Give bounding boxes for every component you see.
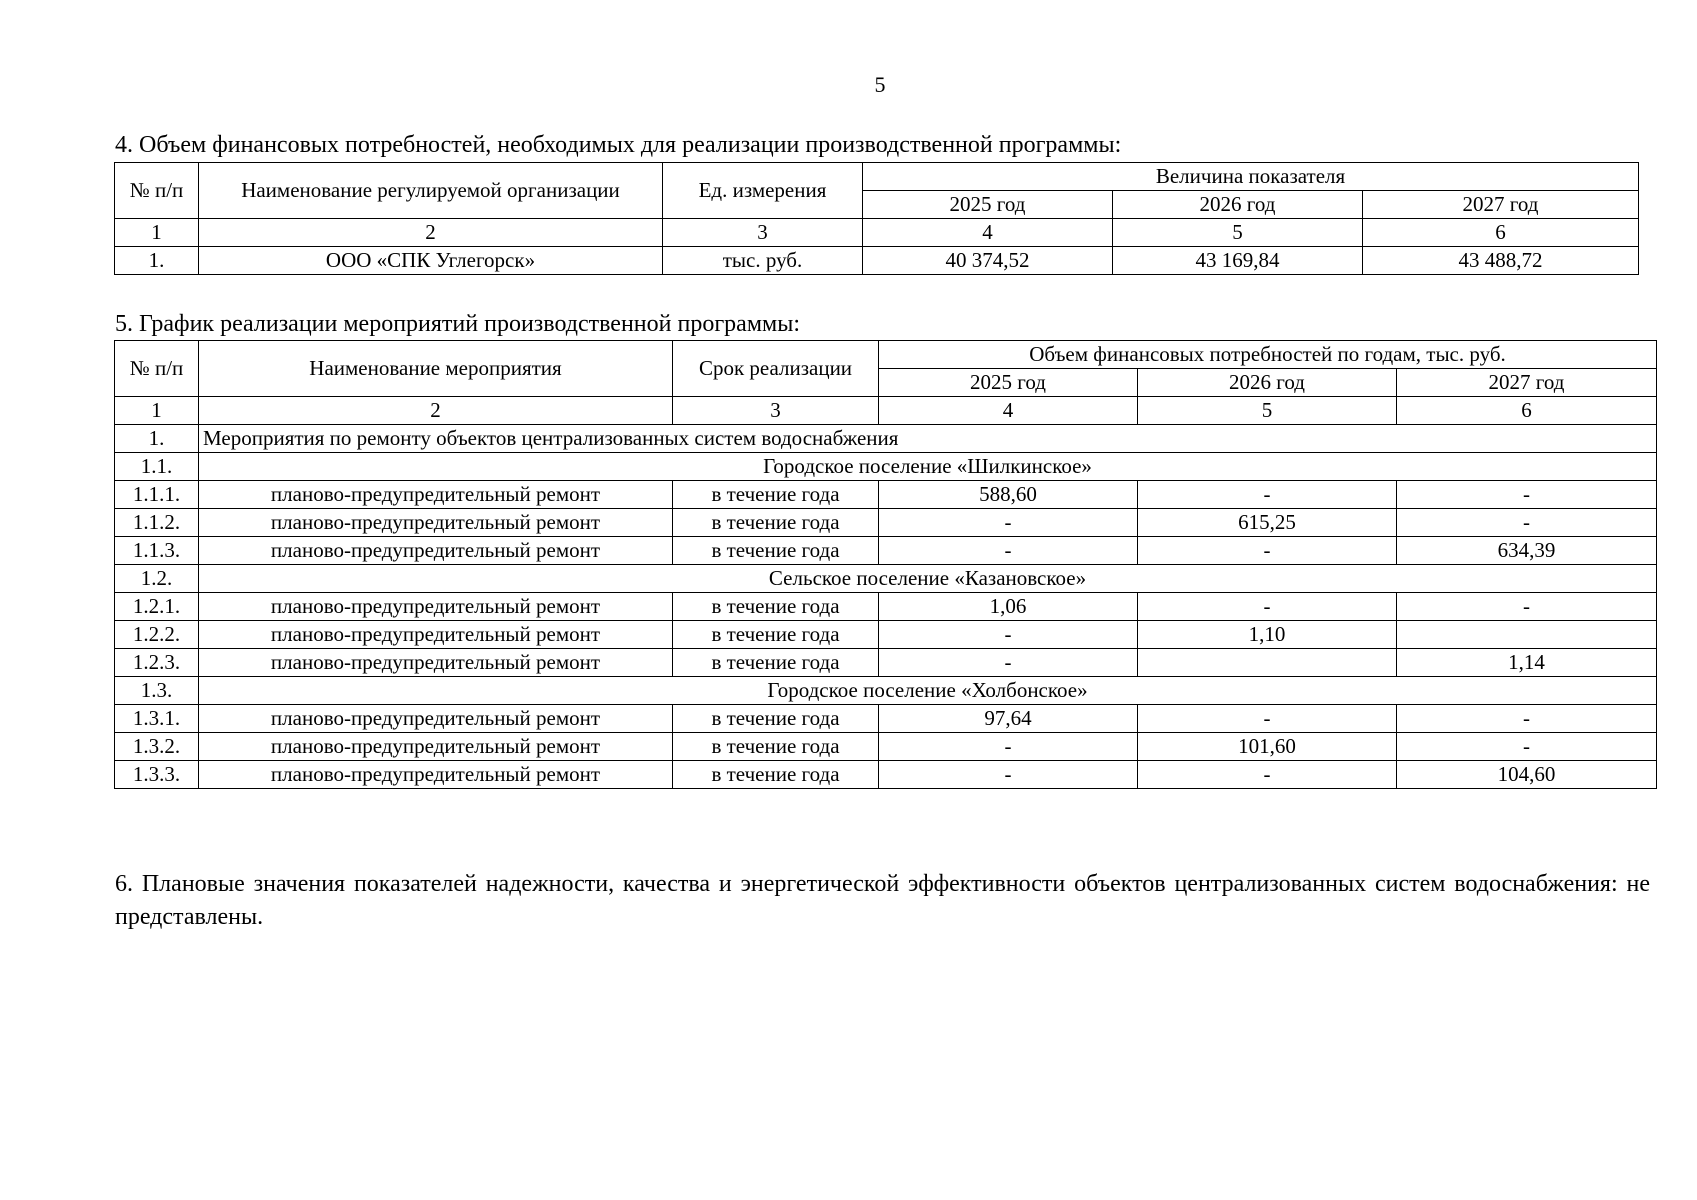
activity-name: планово-предупредительный ремонт	[199, 509, 673, 537]
column-number: 6	[1363, 219, 1639, 247]
column-numbers-row	[115, 397, 1657, 425]
page-number: 5	[874, 72, 886, 97]
value-2027: 43 488,72	[1363, 247, 1639, 275]
value-2025: -	[879, 761, 1138, 789]
subgroup-num: 1.2.	[115, 565, 199, 593]
table-row	[115, 621, 1657, 649]
row-num: 1.2.1.	[115, 593, 199, 621]
value-2027: 634,39	[1397, 537, 1657, 565]
subgroup-title: Городское поселение «Холбонское»	[199, 677, 1657, 705]
term: в течение года	[673, 733, 879, 761]
activity-name: планово-предупредительный ремонт	[199, 761, 673, 789]
table-row	[115, 705, 1657, 733]
table-row	[115, 649, 1657, 677]
col-header-org-name: Наименование регулируемой организации	[199, 163, 663, 219]
column-number: 6	[1397, 397, 1657, 425]
term: в течение года	[673, 537, 879, 565]
activity-name: планово-предупредительный ремонт	[199, 621, 673, 649]
col-header-num: № п/п	[115, 163, 199, 219]
value-2025: -	[879, 649, 1138, 677]
value-2025: 97,64	[879, 705, 1138, 733]
col-header-year: 2026 год	[1138, 369, 1397, 397]
group-num: 1.	[115, 425, 199, 453]
column-number: 3	[663, 219, 863, 247]
subgroup-row	[115, 565, 1657, 593]
term: в течение года	[673, 481, 879, 509]
column-number: 1	[115, 219, 199, 247]
col-header-year: 2026 год	[1113, 191, 1363, 219]
subgroup-title: Сельское поселение «Казановское»	[199, 565, 1657, 593]
term: в течение года	[673, 761, 879, 789]
row-num: 1.3.1.	[115, 705, 199, 733]
activity-name: планово-предупредительный ремонт	[199, 733, 673, 761]
subgroup-title: Городское поселение «Шилкинское»	[199, 453, 1657, 481]
col-header-activity-name: Наименование мероприятия	[199, 341, 673, 397]
value-2027: 104,60	[1397, 761, 1657, 789]
term: в течение года	[673, 705, 879, 733]
term: в течение года	[673, 621, 879, 649]
value-2025: 588,60	[879, 481, 1138, 509]
table-row	[115, 761, 1657, 789]
value-2027: -	[1397, 733, 1657, 761]
section-4-title: 4. Объем финансовых потребностей, необходимых для реализации производственной программы:	[115, 132, 1122, 158]
table-row	[115, 247, 1639, 275]
section-6-paragraph: 6. Плановые значения показателей надежности, качества и энергетической эффективности объектов централизованных систем водоснабжения: не представлены.	[115, 871, 1650, 930]
col-header-value: Величина показателя	[863, 163, 1639, 191]
col-header-year: 2025 год	[863, 191, 1113, 219]
table-row	[115, 593, 1657, 621]
group-title: Мероприятия по ремонту объектов централизованных систем водоснабжения	[199, 425, 1657, 453]
table-row	[115, 733, 1657, 761]
value-2026: -	[1138, 481, 1397, 509]
group-row	[115, 425, 1657, 453]
value-2026: -	[1138, 761, 1397, 789]
value-2026: 1,10	[1138, 621, 1397, 649]
subgroup-row	[115, 453, 1657, 481]
column-number: 4	[879, 397, 1138, 425]
value-2026: -	[1138, 705, 1397, 733]
value-2027: -	[1397, 509, 1657, 537]
column-number: 5	[1113, 219, 1363, 247]
value-2026: 43 169,84	[1113, 247, 1363, 275]
col-header-year: 2027 год	[1363, 191, 1639, 219]
term: в течение года	[673, 649, 879, 677]
term: в течение года	[673, 593, 879, 621]
activity-name: планово-предупредительный ремонт	[199, 537, 673, 565]
value-2026: -	[1138, 593, 1397, 621]
subgroup-num: 1.3.	[115, 677, 199, 705]
value-2025: -	[879, 509, 1138, 537]
value-2025: 40 374,52	[863, 247, 1113, 275]
table-row	[115, 537, 1657, 565]
activity-name: планово-предупредительный ремонт	[199, 593, 673, 621]
col-header-num: № п/п	[115, 341, 199, 397]
row-num: 1.	[115, 247, 199, 275]
activity-name: планово-предупредительный ремонт	[199, 481, 673, 509]
row-num: 1.3.3.	[115, 761, 199, 789]
term: в течение года	[673, 509, 879, 537]
subgroup-num: 1.1.	[115, 453, 199, 481]
value-2025: 1,06	[879, 593, 1138, 621]
row-num: 1.1.3.	[115, 537, 199, 565]
activity-name: планово-предупредительный ремонт	[199, 649, 673, 677]
schedule-table	[114, 340, 1657, 789]
table-row	[115, 481, 1657, 509]
value-2027: -	[1397, 481, 1657, 509]
value-2026: 615,25	[1138, 509, 1397, 537]
row-num: 1.1.1.	[115, 481, 199, 509]
col-header-volume: Объем финансовых потребностей по годам, тыс. руб.	[879, 341, 1657, 369]
financial-needs-table	[114, 162, 1639, 275]
value-2026: -	[1138, 537, 1397, 565]
section-5-title: 5. График реализации мероприятий производственной программы:	[115, 311, 800, 337]
col-header-unit: Ед. измерения	[663, 163, 863, 219]
column-number: 4	[863, 219, 1113, 247]
value-2027: -	[1397, 705, 1657, 733]
value-2026: 101,60	[1138, 733, 1397, 761]
column-number: 2	[199, 219, 663, 247]
value-2026	[1138, 649, 1397, 677]
value-2027: 1,14	[1397, 649, 1657, 677]
table-header-row	[115, 163, 1639, 191]
subgroup-row	[115, 677, 1657, 705]
row-num: 1.3.2.	[115, 733, 199, 761]
col-header-year: 2027 год	[1397, 369, 1657, 397]
row-num: 1.1.2.	[115, 509, 199, 537]
column-number: 3	[673, 397, 879, 425]
col-header-term: Срок реализации	[673, 341, 879, 397]
value-2027: -	[1397, 593, 1657, 621]
col-header-year: 2025 год	[879, 369, 1138, 397]
value-2025: -	[879, 621, 1138, 649]
activity-name: планово-предупредительный ремонт	[199, 705, 673, 733]
value-2025: -	[879, 733, 1138, 761]
row-num: 1.2.2.	[115, 621, 199, 649]
table-header-row	[115, 341, 1657, 369]
value-2025: -	[879, 537, 1138, 565]
unit: тыс. руб.	[663, 247, 863, 275]
column-number: 2	[199, 397, 673, 425]
value-2027	[1397, 621, 1657, 649]
table-row	[115, 509, 1657, 537]
column-number: 1	[115, 397, 199, 425]
row-num: 1.2.3.	[115, 649, 199, 677]
org-name: ООО «СПК Углегорск»	[199, 247, 663, 275]
column-number: 5	[1138, 397, 1397, 425]
column-numbers-row	[115, 219, 1639, 247]
